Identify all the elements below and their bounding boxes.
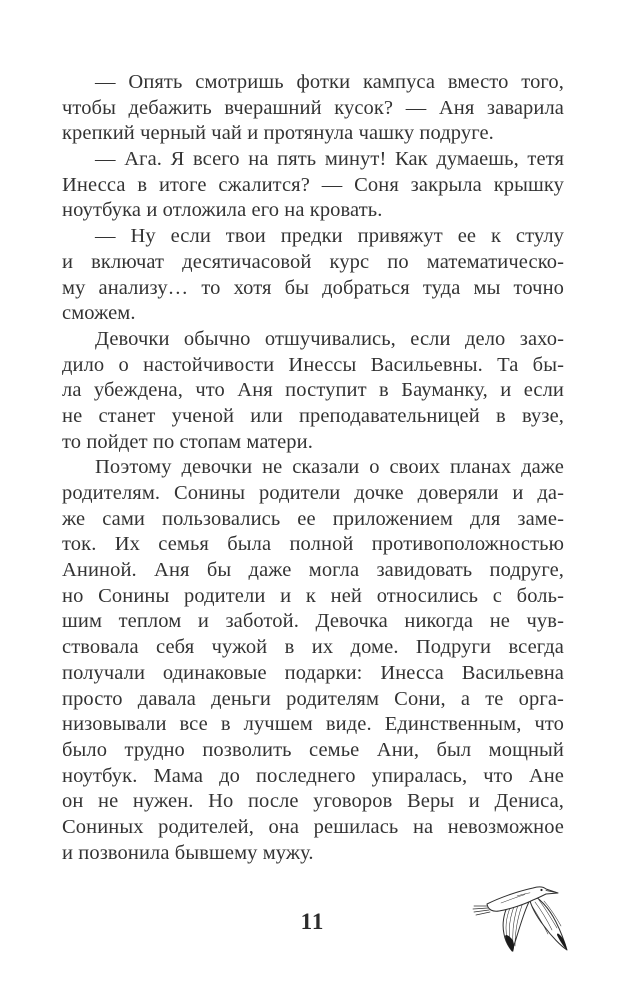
text-line: низовывали все в лучшем виде. Единственным, что bbox=[62, 713, 564, 736]
text-line: дило о настойчивости Инессы Васильевны. Та бы- bbox=[62, 353, 564, 376]
text-line: но Сонины родители и к ней относились с боль- bbox=[62, 584, 564, 607]
text-line: Сониных родителей, она решилась на невозможное bbox=[62, 815, 564, 838]
text-line: Аниной. Аня бы даже могла завидовать подруге, bbox=[62, 559, 564, 582]
text-line: не станет ученой или преподавательницей в вузе, bbox=[62, 404, 564, 427]
text-line: просто давала деньги родителям Сони, а те орга- bbox=[62, 687, 564, 710]
text-line: чтобы дебажить вчерашний кусок? — Аня заварила bbox=[62, 96, 564, 119]
text-line: Девочки обычно отшучивались, если дело захо- bbox=[95, 327, 564, 350]
text-line: — Ага. Я всего на пять минут! Как думаешь, тетя bbox=[95, 148, 564, 171]
text-line: шим теплом и заботой. Девочка никогда не чув- bbox=[62, 610, 564, 633]
text-line: же сами пользовались ее приложением для заме- bbox=[62, 507, 564, 530]
text-line: Поэтому девочки не сказали о своих планах даже bbox=[95, 456, 564, 479]
text-line: и позвонила бывшему мужу. bbox=[62, 841, 314, 864]
text-line: крепкий черный чай и протянула чашку подруге. bbox=[62, 122, 494, 145]
text-line: сможем. bbox=[62, 302, 136, 325]
text-line: и включат десятичасовой курс по математическо- bbox=[62, 250, 564, 273]
text-block bbox=[62, 70, 564, 866]
text-line: он не нужен. Но после уговоров Веры и Дениса, bbox=[62, 790, 564, 813]
page-number: 11 bbox=[300, 909, 325, 934]
text-line: получали одинаковые подарки: Инесса Васильевна bbox=[62, 661, 564, 684]
text-line: му анализу… то хотя бы добраться туда мы точно bbox=[62, 276, 564, 299]
seagull-icon bbox=[471, 880, 571, 958]
text-line: ствовала себя чужой в их доме. Подруги всегда bbox=[62, 636, 564, 659]
text-line: то пойдет по стопам матери. bbox=[62, 430, 313, 453]
text-line: ток. Их семья была полной противоположностью bbox=[62, 533, 564, 556]
text-line: — Ну если твои предки привяжут ее к стулу bbox=[95, 225, 564, 248]
text-line: ла убеждена, что Аня поступит в Бауманку, и если bbox=[62, 379, 564, 402]
text-line: было трудно позволить семье Ани, был мощный bbox=[62, 738, 564, 761]
text-line: ноутбук. Мама до последнего упиралась, что Ане bbox=[62, 764, 564, 787]
text-line: ноутбука и отложила его на кровать. bbox=[62, 199, 383, 222]
text-line: — Опять смотришь фотки кампуса вместо того, bbox=[95, 71, 564, 93]
text-line: Инесса в итоге сжалится? — Соня закрыла крышку bbox=[62, 173, 564, 196]
seagull-illustration bbox=[471, 880, 571, 958]
text-line: родителям. Сонины родители дочке доверяли и да- bbox=[62, 482, 564, 504]
